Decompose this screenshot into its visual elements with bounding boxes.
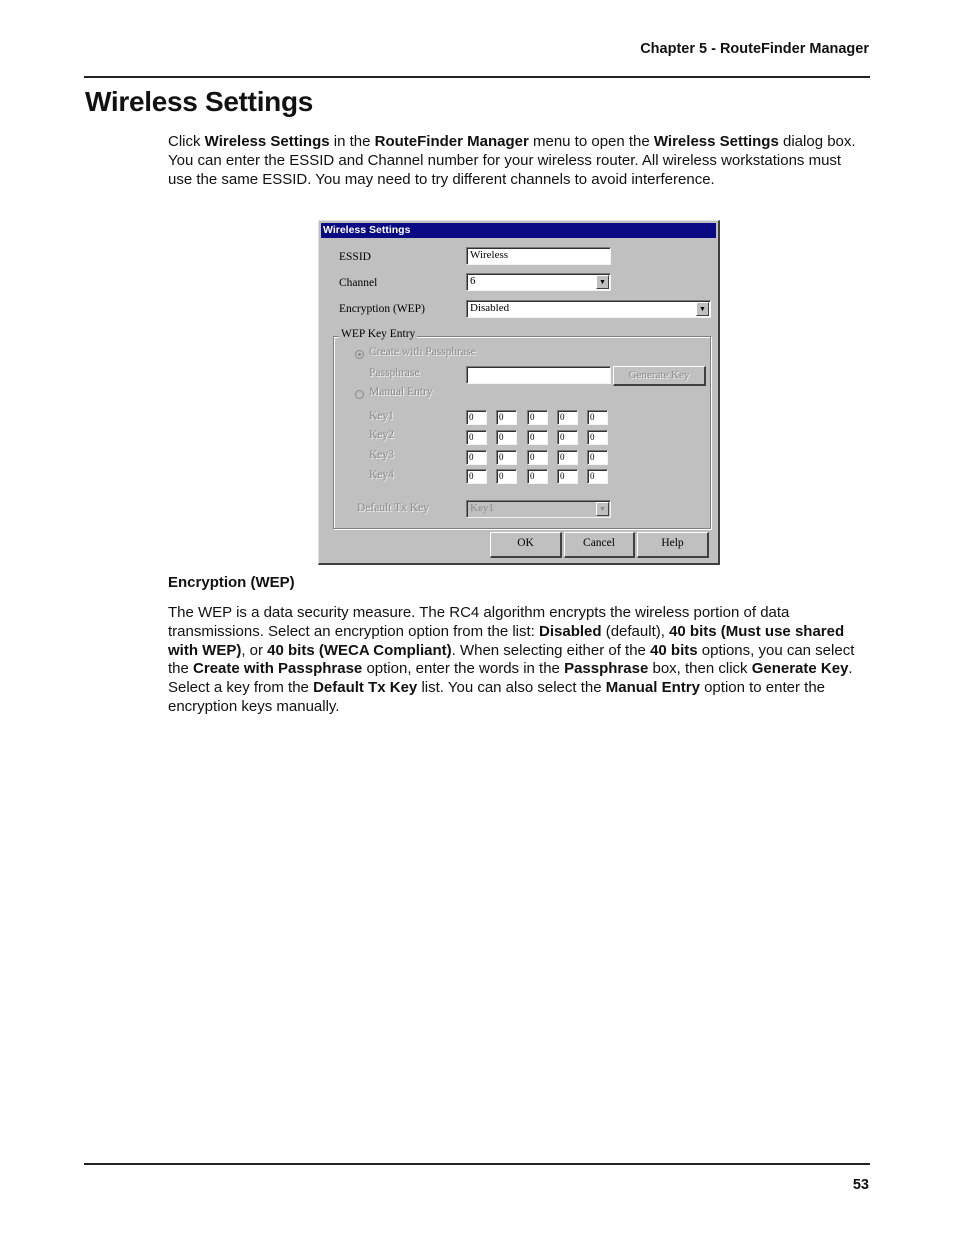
key3-byte4[interactable]: 0 <box>557 450 578 465</box>
wep-bold: Default Tx Key <box>313 679 418 697</box>
key4-byte4[interactable]: 0 <box>557 469 578 484</box>
key2-byte5[interactable]: 0 <box>587 430 608 445</box>
channel-label: Channel <box>339 277 378 289</box>
wep-bold: 40 bits <box>650 641 698 659</box>
key3-byte5[interactable]: 0 <box>587 450 608 465</box>
wep-bold: Generate Key <box>751 660 849 678</box>
key2-byte2[interactable]: 0 <box>496 430 517 445</box>
encryption-value: Disabled <box>470 302 510 314</box>
passphrase-input[interactable] <box>466 366 611 384</box>
page-title: Wireless Settings <box>85 86 314 117</box>
wep-bold: 40 bits (WECA Compliant) <box>267 641 452 659</box>
wep-text: option, enter the words in the <box>362 660 565 678</box>
key2-byte3[interactable]: 0 <box>527 430 548 445</box>
essid-label: ESSID <box>339 251 371 263</box>
passphrase-radio[interactable] <box>355 350 364 359</box>
passphrase-radio-label: Create with Passphrase <box>369 346 476 358</box>
essid-input[interactable]: Wireless <box>466 247 611 265</box>
key1-byte4[interactable]: 0 <box>557 410 578 425</box>
key1-byte1[interactable]: 0 <box>466 410 487 425</box>
manual-entry-radio[interactable] <box>355 390 364 399</box>
encryption-select[interactable] <box>466 300 711 318</box>
wep-bold: Disabled <box>539 622 602 640</box>
default-tx-key-select[interactable] <box>466 500 611 518</box>
intro-text: in the <box>329 133 375 150</box>
chevron-down-icon[interactable]: ▼ <box>596 275 609 289</box>
manual-entry-label: Manual Entry <box>369 386 433 398</box>
header-rule <box>84 76 870 78</box>
encryption-label: Encryption (WEP) <box>339 303 425 315</box>
intro-text: dialog box. You can enter the ESSID and Channel number for your wireless router. All wireless workstations must use the same ESSID. You may need to try different channels to avoid interference. <box>168 133 856 188</box>
wep-bold: 40 bits (Must use shared with WEP) <box>168 622 845 659</box>
key2-label: Key2 <box>369 429 394 441</box>
wep-text: option to enter the encryption keys manually. <box>168 679 826 715</box>
ok-button[interactable]: OK <box>490 532 562 558</box>
key1-byte3[interactable]: 0 <box>527 410 548 425</box>
footer-rule <box>84 1163 870 1165</box>
key1-byte5[interactable]: 0 <box>587 410 608 425</box>
intro-bold: Wireless Settings <box>653 133 779 150</box>
encryption-paragraph <box>168 604 858 717</box>
key1-byte2[interactable]: 0 <box>496 410 517 425</box>
chapter-header: Chapter 5 - RouteFinder Manager <box>640 41 869 57</box>
wep-text: The WEP is a data security measure. The RC4 algorithm encrypts the wireless portion of data transmissions. Select an encryption option from the list: <box>168 604 790 640</box>
intro-text: Click <box>168 133 205 150</box>
key4-byte3[interactable]: 0 <box>527 469 548 484</box>
wep-bold: Create with Passphrase <box>193 660 363 678</box>
wep-text: (default), <box>601 622 670 640</box>
wep-bold: Manual Entry <box>605 679 700 697</box>
key2-byte1[interactable]: 0 <box>466 430 487 445</box>
chevron-down-icon[interactable]: ▼ <box>696 302 709 316</box>
key2-byte4[interactable]: 0 <box>557 430 578 445</box>
intro-bold: Wireless Settings <box>204 133 330 150</box>
intro-text: menu to open the <box>528 133 654 150</box>
cancel-button[interactable]: Cancel <box>564 532 635 558</box>
wep-text: list. You can also select the <box>417 679 606 697</box>
chevron-down-icon[interactable]: ▼ <box>596 502 609 516</box>
key3-byte3[interactable]: 0 <box>527 450 548 465</box>
key3-byte1[interactable]: 0 <box>466 450 487 465</box>
default-tx-key-value: Key1 <box>470 502 494 514</box>
key4-label: Key4 <box>369 469 394 481</box>
channel-select[interactable] <box>466 273 611 291</box>
key4-byte1[interactable]: 0 <box>466 469 487 484</box>
wep-text: . Select a key from the <box>168 660 853 697</box>
wep-text: options, you can select the <box>168 641 855 678</box>
key3-byte2[interactable]: 0 <box>496 450 517 465</box>
wireless-settings-dialog <box>318 220 720 565</box>
key4-byte2[interactable]: 0 <box>496 469 517 484</box>
generate-key-button[interactable]: Generate Key <box>613 366 706 386</box>
default-tx-key-label: Default Tx Key <box>357 502 429 514</box>
intro-paragraph <box>168 133 858 189</box>
wep-text: box, then click <box>648 660 752 678</box>
wep-bold: Passphrase <box>564 660 649 678</box>
help-button[interactable]: Help <box>637 532 709 558</box>
wep-text: . When selecting either of the <box>451 641 651 659</box>
encryption-heading: Encryption (WEP) <box>168 574 295 591</box>
key3-label: Key3 <box>369 449 394 461</box>
channel-value: 6 <box>470 275 476 287</box>
dialog-titlebar[interactable]: Wireless Settings <box>321 223 716 238</box>
intro-bold: RouteFinder Manager <box>374 133 529 150</box>
page-number: 53 <box>852 1177 869 1193</box>
key4-byte5[interactable]: 0 <box>587 469 608 484</box>
key1-label: Key1 <box>369 410 394 422</box>
wep-text: , or <box>241 641 268 659</box>
passphrase-label: Passphrase <box>369 367 420 379</box>
wep-group-title: WEP Key Entry <box>341 328 416 340</box>
